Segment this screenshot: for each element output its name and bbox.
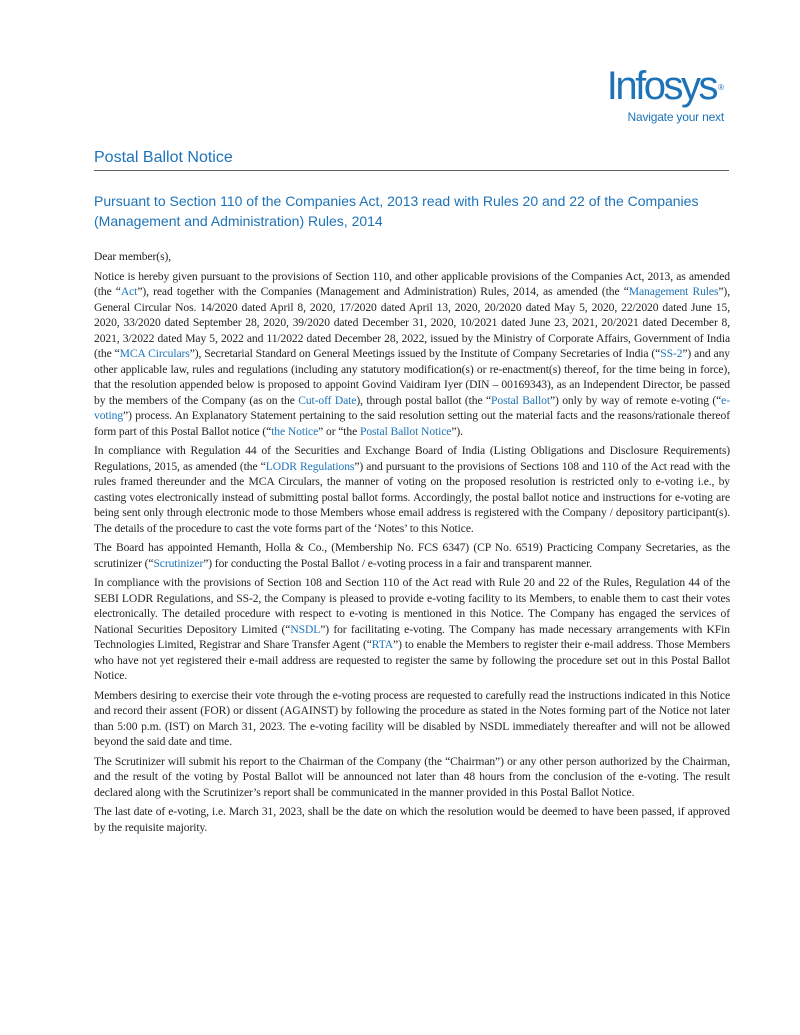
- term-lodr-regulations: LODR Regulations: [265, 459, 355, 473]
- registered-mark: ®: [718, 83, 724, 92]
- salutation: Dear member(s),: [94, 250, 172, 263]
- term-rta: RTA: [371, 638, 394, 651]
- paragraph-results: The Scrutinizer will submit his report to the Chairman of the Company (the “Chairman”) or any other person authorized by the Chairman, and the result of the voting by Postal Ballot will be announced not later than 48 hours from the conclusion of the e-voting. The result declared along with the Scrutinizer’s report shall be communicated in the manner provided in this Postal Ballot Notice.: [94, 754, 730, 799]
- term-postal-ballot: Postal Ballot: [491, 393, 550, 407]
- logo-tagline: Navigate your next: [627, 110, 724, 124]
- paragraph-scrutinizer: The Board has appointed Hemanth, Holla & Co., (Membership No. FCS 6347) (CP No. 6519) Practicing Company Secretaries, as the scrutinizer (“Scrutinizer”) for conducting the Postal Ballot / e-voting process in a fair and transparent manner.: [94, 541, 730, 570]
- notice-body: [94, 249, 730, 839]
- term-cutoff-date: Cut-off Date: [298, 393, 357, 407]
- term-nsdl: NSDL: [290, 622, 321, 636]
- term-the-notice: the Notice: [271, 424, 319, 438]
- term-act: Act: [120, 285, 138, 298]
- infosys-logo: [604, 66, 724, 124]
- term-postal-ballot-notice: Postal Ballot Notice: [359, 424, 452, 438]
- paragraph-last-date: The last date of e-voting, i.e. March 31, 2023, shall be the date on which the resolution would be deemed to have been passed, if approved by the requisite majority.: [94, 805, 730, 834]
- term-management-rules: Management Rules: [628, 285, 719, 298]
- paragraph-e-voting-facility: In compliance with the provisions of Section 108 and Section 110 of the Act read with Rule 20 and 22 of the Rules, Regulation 44 of the SEBI LODR Regulations, and SS-2, the Company is pleased to provide e-voting facility to its Members, to enable them to cast their votes electronically. The detailed procedure with respect to e-voting is mentioned in this Notice. The Company has engaged the services of National Securities Depository Limited (“NSDL”) for facilitating e-voting. The Company has made necessary arrangements with KFin Technologies Limited, Registrar and Share Transfer Agent (“RTA”) to enable the Members to register their e-mail address. Those Members who have not yet registered their e-mail address are requested to register the same by following the procedure set out in this Postal Ballot Notice.: [94, 576, 730, 682]
- page-title: Postal Ballot Notice: [94, 149, 233, 166]
- logo-wordmark: Infosys ®: [606, 64, 724, 108]
- term-e-voting: e-voting: [94, 393, 730, 422]
- term-mca-circulars: MCA Circulars: [119, 347, 190, 360]
- paragraph-lodr: In compliance with Regulation 44 of the Securities and Exchange Board of India (Listing Obligations and Disclosure Requirements) Regulations, 2015, as amended (the “LODR Regulations”) and pursuant to the provisions of Sections 108 and 110 of the Act read with the rules framed thereunder and the MCA Circulars, the manner of voting on the proposed resolution is restricted only to e-voting i.e., by casting votes electronically instead of submitting postal ballot forms. Accordingly, the postal ballot notice and instructions for e-voting are being sent only through electronic mode to those Members whose email address is registered with the Company / depository participant(s). The details of the procedure to cast the vote forms part of the ‘Notes’ to this Notice.: [94, 444, 730, 535]
- page-subtitle: Pursuant to Section 110 of the Companies Act, 2013 read with Rules 20 and 22 of the Companies (Management and Administration) Rules, 2014: [94, 193, 699, 229]
- term-ss2: SS-2: [660, 347, 683, 360]
- paragraph-voting-instructions: Members desiring to exercise their vote through the e-voting process are requested to carefully read the instructions indicated in this Notice and record their assent (FOR) or dissent (AGAINST) by following the procedure as stated in the Notes forming part of the Notice not later than 5:00 p.m. (IST) on March 31, 2023. The e-voting facility will be disabled by NSDL immediately thereafter and will not be allowed beyond the said date and time.: [94, 688, 730, 748]
- title-divider: [94, 170, 729, 171]
- paragraph-notice: Notice is hereby given pursuant to the provisions of Section 110, and other applicable provisions of the Companies Act, 2013, as amended (the “Act”), read together with the Companies (Management and Administration) Rules, 2014, as amended (the “Management Rules”), General Circular Nos. 14/2020 dated April 8, 2020, 17/2020 dated April 13, 2020, 20/2020 dated May 5, 2020, 22/2020 dated June 15, 2020, 33/2020 dated September 28, 2020, 39/2020 dated December 31, 2020, 10/2021 dated June 23, 2021, 20/2021 dated December 8, 2021, 3/2022 dated May 5, 2022 and 11/2022 dated December 28, 2022, issued by the Ministry of Corporate Affairs, Government of India (the “MCA Circulars”), Secretarial Standard on General Meetings issued by the Institute of Company Secretaries of India (“SS-2”) and any other applicable law, rules and regulations (including any statutory modification(s) or re-enactment(s) thereof, for the time being in force), that the resolution appended below is proposed to appoint Govind Vaidiram Iyer (DIN – 00169343), as an Independent Director, be passed by the members of the Company (as on the Cut-off Date), through postal ballot (the “Postal Ballot”) only by way of remote e-voting (“e-voting”) process. An Explanatory Statement pertaining to the said resolution setting out the material facts and the reasons/rationale thereof form part of this Postal Ballot notice (“the Notice” or “the Postal Ballot Notice”).: [94, 269, 730, 438]
- term-scrutinizer: Scrutinizer: [153, 556, 204, 570]
